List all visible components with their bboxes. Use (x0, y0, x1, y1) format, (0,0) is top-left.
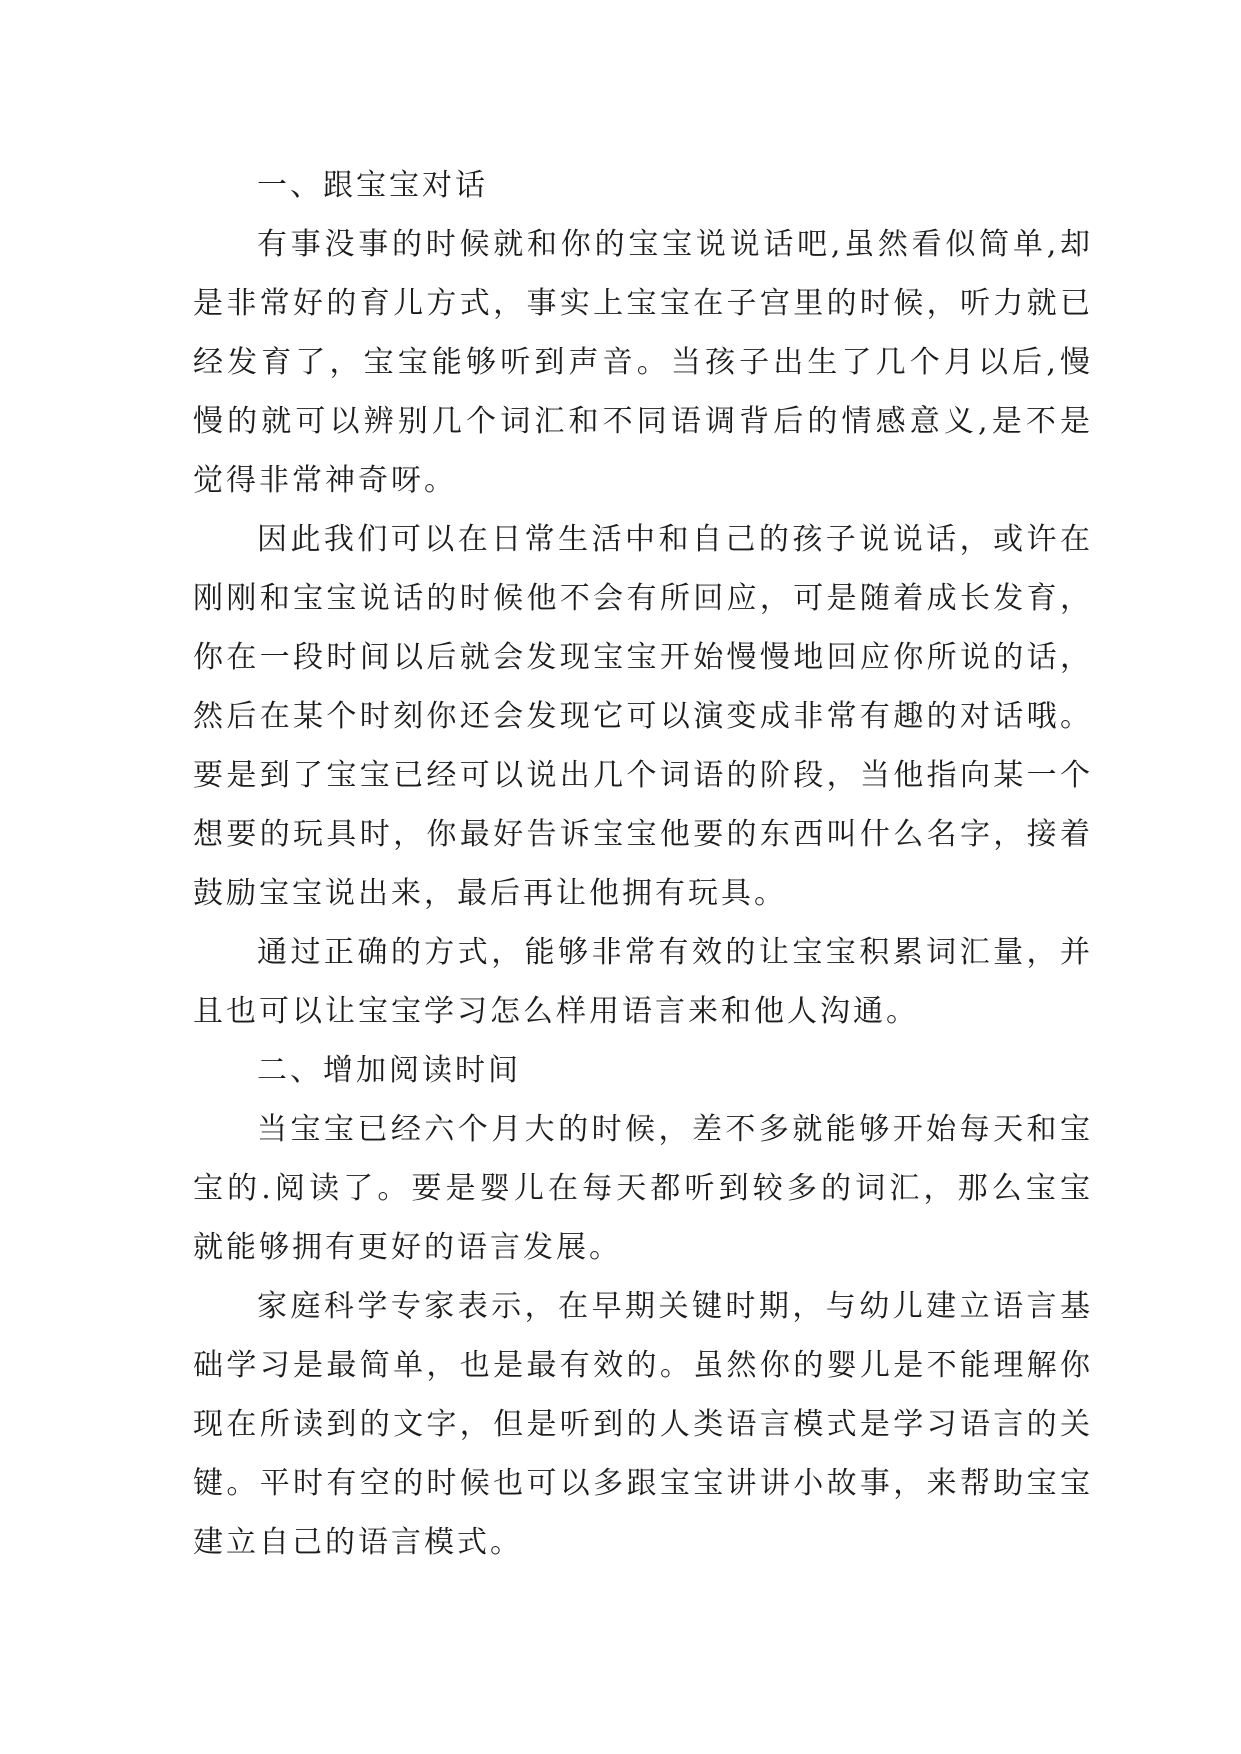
paragraph-2: 因此我们可以在日常生活中和自己的孩子说说话，或许在刚刚和宝宝说话的时候他不会有所回应，可是随着成长发育，你在一段时间以后就会发现宝宝开始慢慢地回应你所说的话，然后在某个时刻你还会发现它可以演变成非常有趣的对话哦。要是到了宝宝已经可以说出几个词语的阶段，当他指向某一个想要的玩具时，你最好告诉宝宝他要的东西叫什么名字，接着鼓励宝宝说出来，最后再让他拥有玩具。 (193, 522, 1093, 911)
paragraph-5: 家庭科学专家表示，在早期关键时期，与幼儿建立语言基础学习是最简单，也是最有效的。虽然你的婴儿是不能理解你现在所读到的文字，但是听到的人类语言模式是学习语言的关键。平时有空的时候也可以多跟宝宝讲讲小故事，来帮助宝宝建立自己的语言模式。 (193, 1289, 1093, 1560)
paragraph-4: 当宝宝已经六个月大的时候，差不多就能够开始每天和宝宝的.阅读了。要是婴儿在每天都听到较多的词汇，那么宝宝就能够拥有更好的语言发展。 (193, 1112, 1093, 1265)
document-body (193, 156, 1093, 1572)
section-heading-1: 一、跟宝宝对话 (257, 168, 488, 203)
paragraph-1: 有事没事的时候就和你的宝宝说说话吧,虽然看似简单,却是非常好的育儿方式，事实上宝宝在子宫里的时候，听力就已经发育了，宝宝能够听到声音。当孩子出生了几个月以后,慢慢的就可以辨别几个词汇和不同语调背后的情感意义,是不是觉得非常神奇呀。 (193, 227, 1093, 498)
section-heading-2: 二、增加阅读时间 (257, 1053, 521, 1088)
paragraph-3: 通过正确的方式，能够非常有效的让宝宝积累词汇量，并且也可以让宝宝学习怎么样用语言来和他人沟通。 (193, 935, 1093, 1029)
